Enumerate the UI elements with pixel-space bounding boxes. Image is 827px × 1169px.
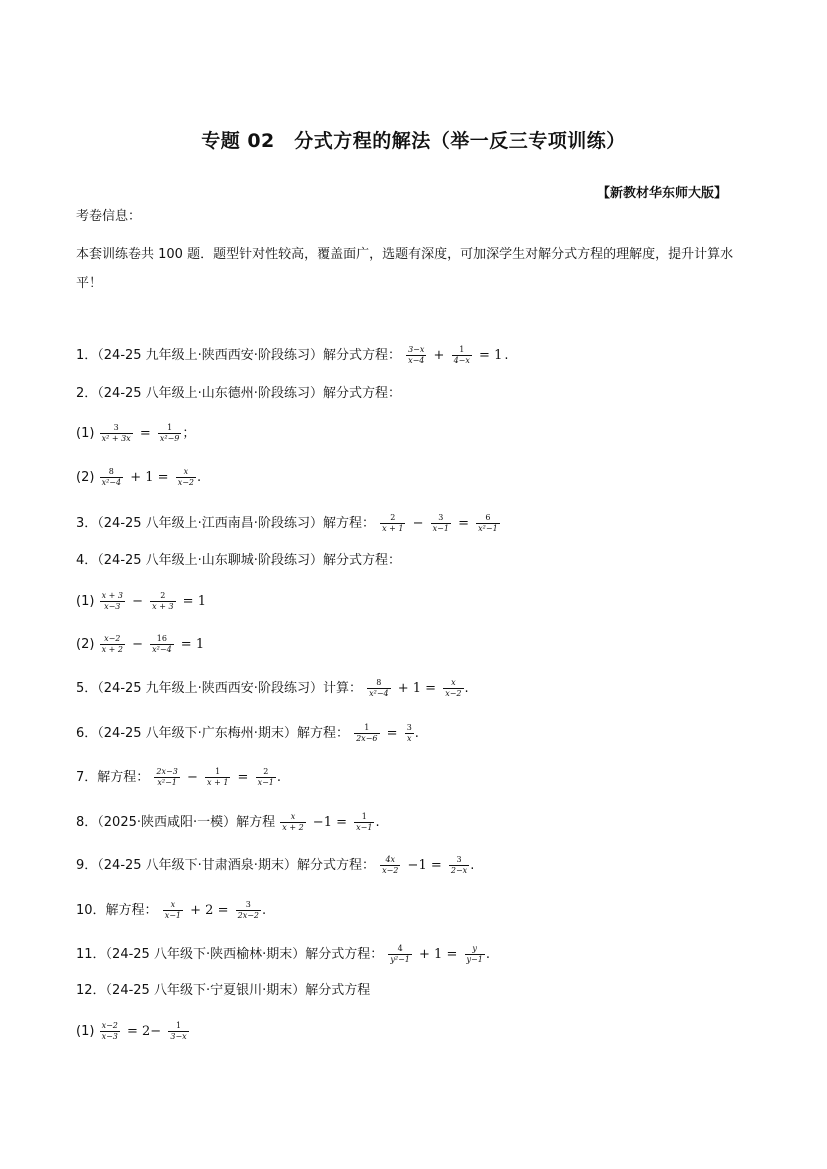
problem-11: 11．（24-25 八年级下·陕西榆林·期末）解分式方程： $\frac{4}{\text{y²−1}}$ + 1 = $\frac{y}{y-1}$ . [76,944,490,964]
page-title: 专题 02 分式方程的解法（举一反三专项训练） [201,130,626,152]
problem-8: 8．（2025·陕西咸阳·一模）解方程 $\frac{x}{x + 2}$ −1 = $\frac{1}{x-1}$ . [76,812,380,832]
fraction: $\frac{x}{x-2}$ [177,467,194,487]
problem-5: 5．（24-25 九年级上·陕西西安·阶段练习）计算： $\frac{8}{\text{x²−4}}$ + 1 = $\frac{x}{x-2}$ . [76,678,469,698]
fraction: $\frac{16}{\text{x²−4}}$ [152,634,172,654]
fraction: $\frac{2}{x + 3}$ [152,591,174,611]
problem-prefix: 1．（24-25 九年级上·陕西西安·阶段练习）解分式方程： [76,348,401,363]
fraction: $\frac{1}{3-x}$ [170,1021,187,1041]
fraction: $\frac{3}{\text{x² + 3x}}$ [101,423,131,443]
problem-prefix: 3．（24-25 八年级上·江西南昌·阶段练习）解方程： [76,516,375,531]
fraction: $\frac{4x}{x-2}$ [382,855,399,875]
fraction: $\frac{1}{4-x}$ [453,345,470,365]
exam-info-text: 本套训练卷共 100 题．题型针对性较高，覆盖面广，选题有深度，可加深学生对解分式方程的理解度，提升计算水平！ [76,247,734,291]
problem-2 [76,385,401,403]
fraction: $\frac{2}{x + 1}$ [382,513,404,533]
problem-prefix: 11．（24-25 八年级下·陕西榆林·期末）解分式方程： [76,947,384,962]
problem-prefix: 2．（24-25 八年级上·山东德州·阶段练习）解分式方程： [76,386,401,401]
fraction: $\frac{x}{x + 2}$ [282,812,304,832]
problem-prefix: 9．（24-25 八年级下·甘肃酒泉·期末）解分式方程： [76,858,375,873]
problem-10: 10．解方程： $\frac{x}{x-1}$ + 2 = $\frac{3}{2x-2}$ . [76,900,267,920]
fraction: $\frac{1}{2x-6}$ [356,723,378,743]
problem-4-part-1: (1) $\frac{x + 3}{x-3}$ − $\frac{2}{x + 3}$ = 1 [76,591,206,611]
problem-3: 3．（24-25 八年级上·江西南昌·阶段练习）解方程： $\frac{2}{x + 1}$ − $\frac{3}{x-1}$ = $\frac{6}{\text{x²−1}}$ [76,513,498,533]
problem-prefix: 5．（24-25 九年级上·陕西西安·阶段练习）计算： [76,681,362,696]
fraction: $\frac{3}{x-1}$ [432,513,449,533]
problem-prefix: 6．（24-25 八年级下·广东梅州·期末）解方程： [76,726,349,741]
fraction: $\frac{4}{\text{y²−1}}$ [390,944,410,964]
fraction: $\frac{8}{\text{x²−4}}$ [101,467,122,487]
edition-label: 【新教材华东师大版】 [596,186,727,201]
problem-1: 1．（24-25 九年级上·陕西西安·阶段练习）解分式方程： $\frac{3-x}{x-4}$ + $\frac{1}{4-x}$ = 1 . [76,345,509,365]
problem-2-part-1: (1) $\frac{3}{\text{x² + 3x}}$ = $\frac{1}{\text{x²−9}}$ ； [76,423,196,443]
problem-prefix: 7．解方程： [76,770,150,785]
fraction: $\frac{x-2}{x-3}$ [101,1021,118,1041]
fraction: $\frac{2x-3}{\text{x²−1}}$ [156,767,178,787]
fraction: $\frac{6}{\text{x²−1}}$ [478,513,498,533]
fraction: $\frac{3}{2x-2}$ [237,900,260,920]
fraction: $\frac{8}{\text{x²−4}}$ [369,678,389,698]
fraction: $\frac{1}{x + 1}$ [207,767,229,787]
problem-2-part-2: (2) $\frac{8}{\text{x²−4}}$ + 1 = $\frac{x}{x-2}$ . [76,467,202,487]
fraction: $\frac{3}{x}$ [406,723,412,743]
problem-9: 9．（24-25 八年级下·甘肃酒泉·期末）解分式方程： $\frac{4x}{x-2}$ −1 = $\frac{3}{2-x}$ . [76,855,475,875]
fraction: $\frac{x + 3}{x-3}$ [101,591,123,611]
problem-4-part-2: (2) $\frac{x-2}{x + 2}$ − $\frac{16}{\text{x²−4}}$ = 1 [76,634,205,654]
problem-7: 7．解方程： $\frac{2x-3}{\text{x²−1}}$ − $\frac{1}{x + 1}$ = $\frac{2}{x-1}$ . [76,767,282,787]
problem-6: 6．（24-25 八年级下·广东梅州·期末）解方程： $\frac{1}{2x-6}$ = $\frac{3}{x}$ . [76,723,419,743]
fraction: $\frac{3-x}{x-4}$ [408,345,425,365]
fraction: $\frac{3}{2-x}$ [450,855,468,875]
problem-prefix: 10．解方程： [76,903,158,918]
fraction: $\frac{x-2}{x + 2}$ [101,634,123,654]
exam-info-label: 考卷信息： [76,209,142,224]
fraction: $\frac{2}{x-1}$ [257,767,274,787]
fraction: $\frac{y}{y-1}$ [466,944,483,964]
fraction: $\frac{1}{x-1}$ [356,812,373,832]
problem-4 [76,552,401,570]
fraction: $\frac{x}{x-2}$ [445,678,462,698]
problem-12 [76,982,370,1000]
fraction: $\frac{1}{\text{x²−9}}$ [159,423,180,443]
problem-12-part-1: (1) $\frac{x-2}{x-3}$ = 2− $\frac{1}{3-x}$ [76,1021,187,1041]
problem-prefix: 12．（24-25 八年级下·宁夏银川·期末）解分式方程 [76,983,371,998]
fraction: $\frac{x}{x-1}$ [164,900,181,920]
problem-prefix: 4．（24-25 八年级上·山东聊城·阶段练习）解分式方程： [76,553,401,568]
problem-prefix: 8．（2025·陕西咸阳·一模）解方程 [76,815,276,830]
